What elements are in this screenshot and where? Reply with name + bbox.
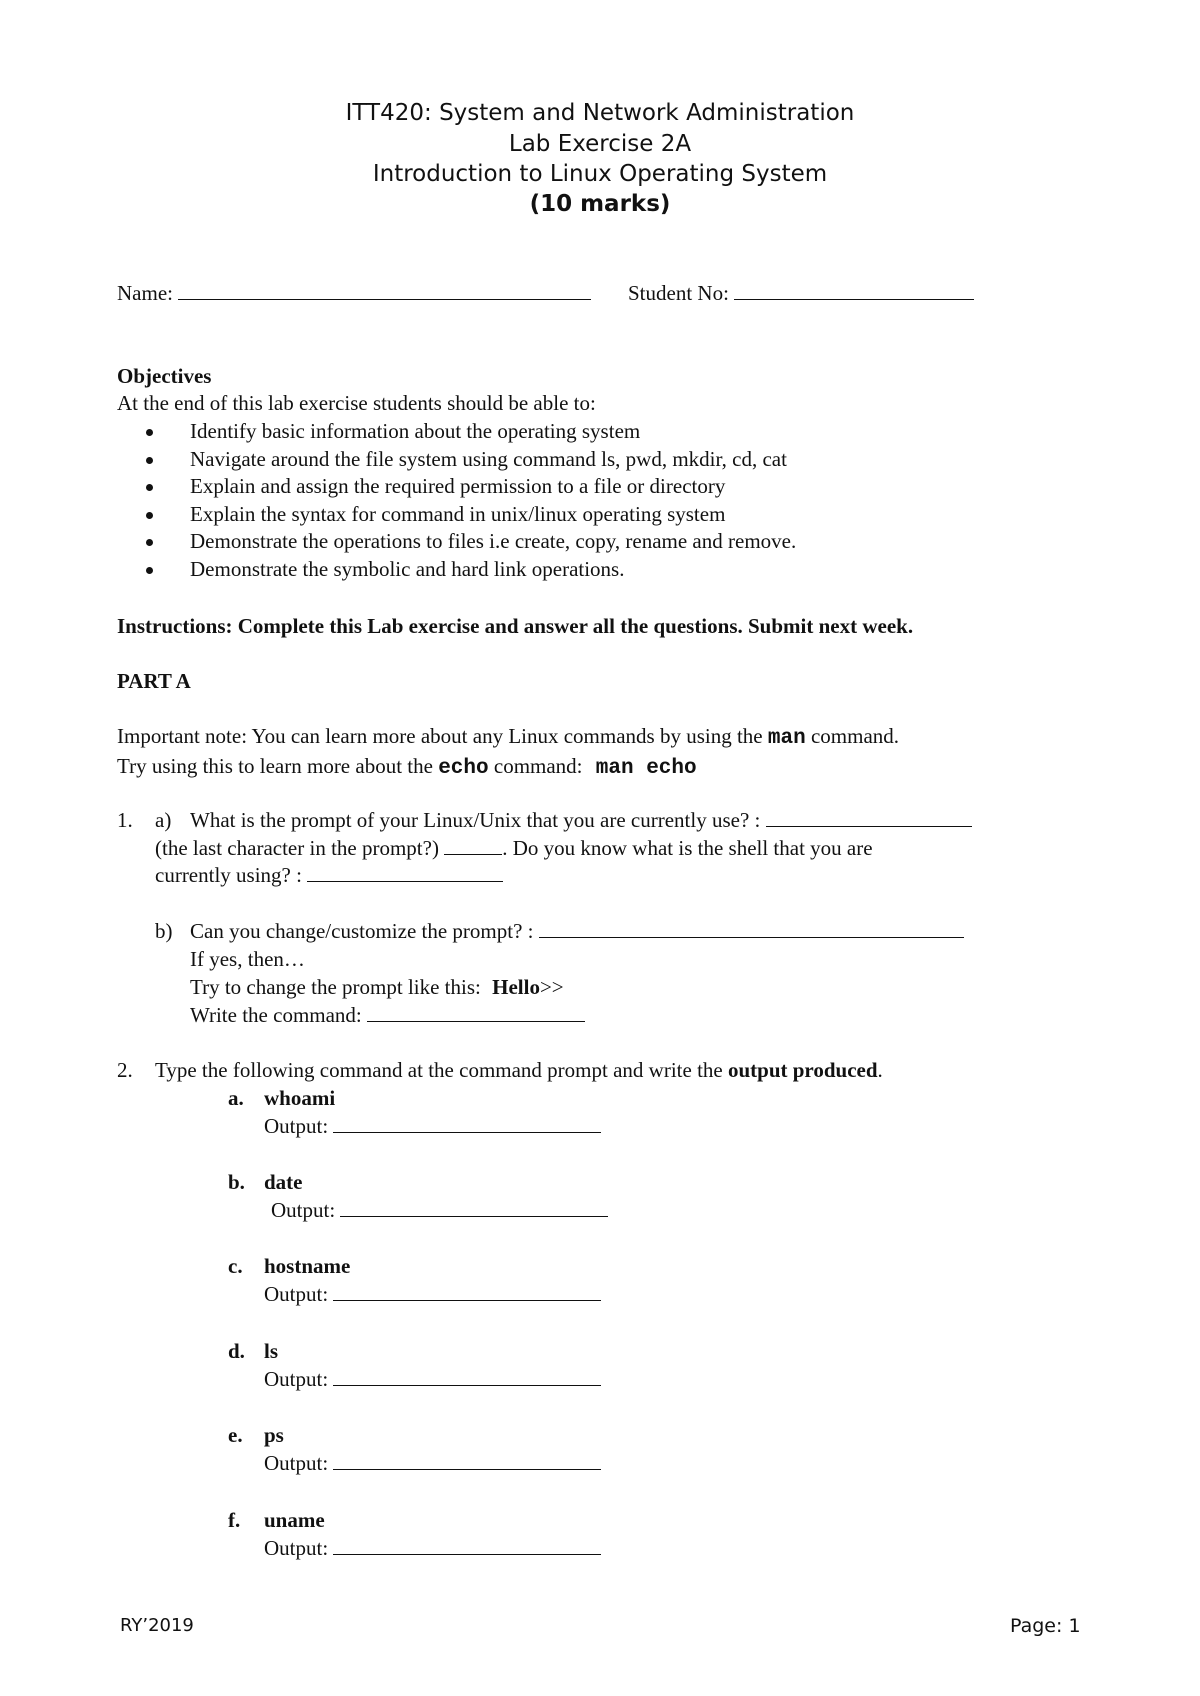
q1a-blank-shell: [307, 865, 503, 882]
objective-item: Explain and assign the required permission to a file or directory: [190, 474, 726, 498]
output-blank: [340, 1200, 608, 1217]
name-blank: [178, 283, 591, 300]
course-title: ITT420: System and Network Administration: [345, 100, 855, 126]
name-label: Name:: [117, 281, 173, 305]
output-blank: [333, 1453, 601, 1470]
q2-command: hostname: [264, 1254, 351, 1278]
q1a-label: a): [155, 808, 172, 832]
output-blank: [333, 1538, 601, 1555]
q2-intro-text: Type the following command at the command prompt and write the: [155, 1058, 723, 1082]
q1b-line4: [190, 1003, 585, 1028]
q2-output-row: [264, 1536, 601, 1561]
objectives-heading: Objectives: [117, 364, 212, 388]
q2-intro: [155, 1058, 883, 1083]
bullet-icon: [146, 484, 153, 491]
q2-letter: d.: [228, 1339, 245, 1363]
q1b-label: b): [155, 919, 173, 943]
q1b-text: Can you change/customize the prompt? :: [190, 919, 534, 943]
q2-output-row: [264, 1282, 601, 1307]
objective-item: Navigate around the file system using command ls, pwd, mkdir, cd, cat: [190, 447, 787, 471]
objectives-intro: At the end of this lab exercise students should be able to:: [117, 391, 596, 415]
q2-intro-bold: output produced: [727, 1058, 878, 1082]
q2-output-row: [271, 1198, 608, 1223]
q1a-line1: [190, 808, 972, 833]
note-text: Important note: You can learn more about any Linux commands by using the: [117, 724, 763, 748]
objective-item: Demonstrate the symbolic and hard link operations.: [190, 557, 625, 581]
q2-command: ps: [264, 1423, 284, 1447]
objective-item: Demonstrate the operations to files i.e create, copy, rename and remove.: [190, 529, 797, 553]
objective-item: Explain the syntax for command in unix/linux operating system: [190, 502, 726, 526]
marks-label: (10 marks): [529, 191, 671, 217]
output-label: Output:: [264, 1536, 329, 1560]
output-blank: [333, 1284, 601, 1301]
q2-command: uname: [264, 1508, 325, 1532]
output-label: Output:: [264, 1282, 329, 1306]
q1b-line3: [190, 975, 564, 1000]
bullet-icon: [146, 539, 153, 546]
important-note: [117, 724, 899, 750]
q1a-text: What is the prompt of your Linux/Unix that you are currently use? :: [190, 808, 761, 832]
objective-item: Identify basic information about the operating system: [190, 419, 641, 443]
q2-number: 2.: [117, 1058, 133, 1082]
part-a-heading: PART A: [117, 669, 191, 693]
bullet-icon: [146, 457, 153, 464]
footer-left: RY’2019: [120, 1615, 194, 1636]
q2-intro-suffix: .: [877, 1058, 883, 1082]
note-command: man: [767, 727, 806, 750]
q2-letter: e.: [228, 1423, 243, 1447]
q1b-command-blank: [367, 1005, 585, 1022]
q1b-prompt-rest: >>: [539, 975, 564, 999]
name-field: [117, 281, 591, 306]
q1-number: 1.: [117, 808, 133, 832]
q2-letter: f.: [228, 1508, 241, 1532]
note-suffix: command.: [810, 724, 900, 748]
output-label: Output:: [271, 1198, 336, 1222]
q1b-blank: [539, 921, 964, 938]
try-example: man echo: [595, 757, 697, 780]
q2-letter: b.: [228, 1170, 245, 1194]
q1a-text2b: . Do you know what is the shell that you are: [502, 836, 873, 860]
q1b-line2: If yes, then…: [190, 947, 305, 971]
q1b-line1: [190, 919, 964, 944]
q2-letter: a.: [228, 1086, 244, 1110]
output-label: Output:: [264, 1114, 329, 1138]
output-blank: [333, 1116, 601, 1133]
bullet-icon: [146, 512, 153, 519]
q2-output-row: [264, 1367, 601, 1392]
output-label: Output:: [264, 1367, 329, 1391]
q1b-text4: Write the command:: [190, 1003, 362, 1027]
q2-command: date: [264, 1170, 303, 1194]
q2-output-row: [264, 1114, 601, 1139]
try-text: Try using this to learn more about the: [117, 754, 433, 778]
q1b-prompt-bold: Hello: [492, 975, 540, 999]
q1b-text3: Try to change the prompt like this:: [190, 975, 481, 999]
student-no-blank: [734, 283, 974, 300]
student-no-field: [628, 281, 974, 306]
topic-title: Introduction to Linux Operating System: [372, 161, 828, 187]
q2-letter: c.: [228, 1254, 243, 1278]
q1a-blank-prompt: [766, 810, 972, 827]
q1a-text3: currently using? :: [155, 863, 302, 887]
instructions: Instructions: Complete this Lab exercise and answer all the questions. Submit next week.: [117, 614, 914, 638]
q2-command: ls: [264, 1339, 279, 1363]
bullet-icon: [146, 429, 153, 436]
output-blank: [333, 1369, 601, 1386]
try-mid: command:: [493, 754, 583, 778]
bullet-icon: [146, 567, 153, 574]
q1a-line3: [155, 863, 503, 888]
q1a-text2a: (the last character in the prompt?): [155, 836, 439, 860]
page-number: Page: 1: [1010, 1615, 1081, 1637]
student-no-label: Student No:: [628, 281, 729, 305]
q2-command: whoami: [264, 1086, 336, 1110]
q2-output-row: [264, 1451, 601, 1476]
q1a-blank-char: [444, 838, 502, 855]
output-label: Output:: [264, 1451, 329, 1475]
try-command: echo: [438, 757, 489, 780]
try-note: [117, 754, 697, 780]
exercise-title: Lab Exercise 2A: [508, 131, 692, 157]
q1a-line2: [155, 836, 1063, 861]
